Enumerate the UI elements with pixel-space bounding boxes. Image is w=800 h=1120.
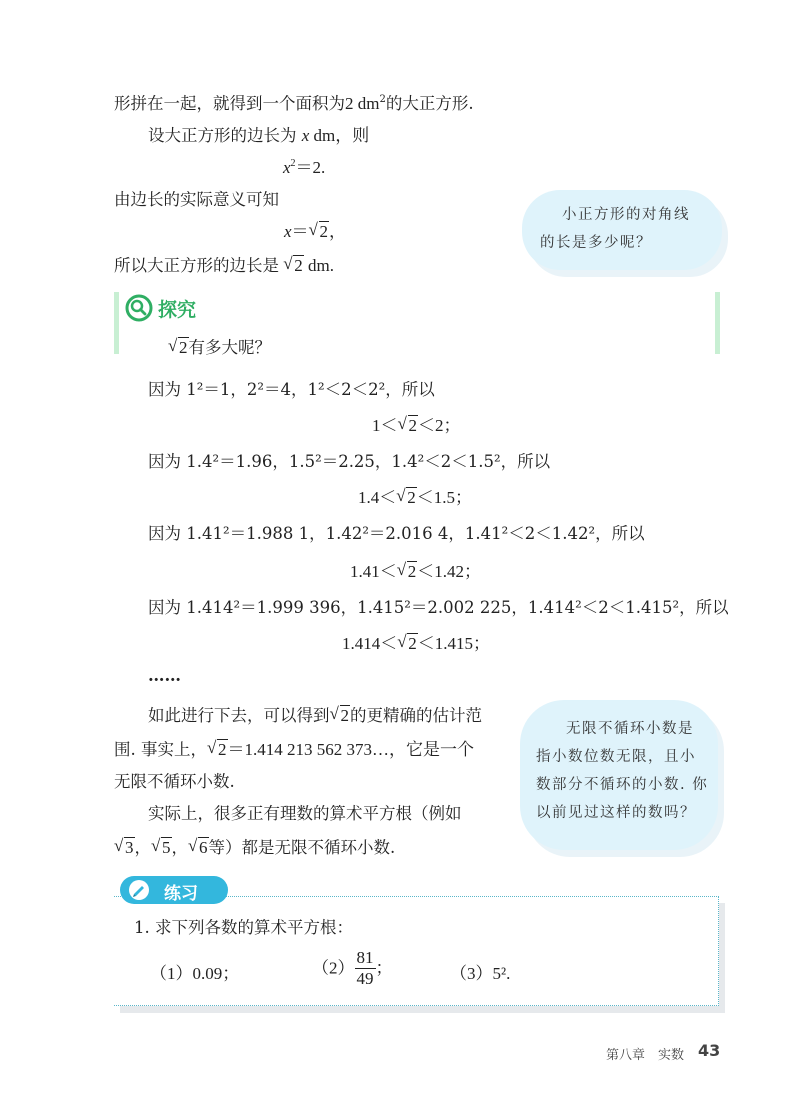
sqrt-symbol — [397, 486, 417, 510]
sqrt-symbol — [152, 836, 172, 860]
sqrt-symbol — [331, 704, 351, 728]
radicand: 3 — [125, 838, 134, 857]
text: 的更精确的估计范 — [350, 706, 482, 725]
text: ＜1.5； — [416, 488, 472, 507]
result-2 — [358, 486, 472, 510]
text: 1.4＜ — [358, 488, 397, 507]
thought-cloud-1 — [522, 190, 722, 270]
cloud-text: 指小数位数无限，且小 — [536, 749, 696, 765]
text: 形拼在一起，就得到一个面积为 — [114, 94, 345, 113]
variable: x — [283, 158, 291, 177]
explore-icon — [124, 293, 154, 327]
answer-2 — [312, 948, 393, 989]
equation-2 — [284, 220, 346, 244]
sqrt-symbol — [399, 414, 419, 438]
text-line-1 — [114, 92, 474, 116]
footer-chapter: 第八章 实数 — [606, 1048, 685, 1063]
thought-cloud-2 — [520, 700, 718, 850]
text: 1.41＜ — [350, 562, 397, 581]
text-line-3 — [114, 188, 279, 212]
radicand: 2 — [294, 256, 303, 275]
text: ； — [375, 958, 393, 978]
radicand: 6 — [199, 838, 208, 857]
text: 所以大正方形的边长是 — [114, 256, 279, 275]
page-number: 43 — [698, 1041, 721, 1060]
math: 2 dm — [345, 94, 380, 113]
result-1 — [372, 414, 461, 438]
step-3: 因为 1.41²＝1.988 1，1.42²＝2.016 4，1.41²＜2＜1.42²，所以 — [148, 524, 645, 543]
step-2: 因为 1.4²＝1.96，1.5²＝2.25，1.4²＜2＜1.5²，所以 — [148, 452, 551, 471]
text: 1.414＜ — [342, 634, 398, 653]
radicand: 2 — [218, 740, 227, 759]
para-line-2 — [114, 738, 474, 762]
explore-left-bar — [114, 292, 119, 354]
sqrt-symbol — [189, 836, 209, 860]
text: 设大正方形的边长为 — [148, 126, 297, 145]
variable: x — [301, 126, 310, 145]
sqrt-symbol — [398, 560, 418, 584]
radicand: 2 — [407, 562, 417, 581]
fraction — [355, 948, 376, 989]
practice-label: 练习 — [164, 884, 198, 904]
sqrt-symbol — [208, 738, 228, 762]
step-1: 因为 1²＝1，2²＝4，1²＜2＜2²，所以 — [148, 380, 435, 399]
ellipsis: …… — [148, 666, 181, 685]
text: ＜1.415； — [417, 634, 490, 653]
result-4 — [342, 632, 490, 656]
numerator: 81 — [356, 948, 374, 967]
text: ＜1.42； — [417, 562, 481, 581]
explore-right-bar — [715, 292, 720, 354]
text: dm. — [303, 256, 334, 275]
cloud-text: 无限不循环小数是 — [566, 721, 694, 737]
sqrt-symbol — [115, 836, 135, 860]
radicand: 2 — [179, 338, 188, 357]
radicand: 2 — [408, 634, 417, 653]
superscript: 2 — [379, 94, 386, 105]
result-3 — [350, 560, 481, 584]
text: 1＜ — [372, 416, 398, 435]
text: dm，则 — [309, 126, 370, 145]
sqrt-symbol — [398, 632, 418, 656]
practice-box — [114, 896, 719, 1006]
superscript: 2 — [290, 158, 296, 169]
para-line-4: 实际上，很多正有理数的算术平方根（例如 — [148, 804, 462, 823]
explore-title: 探究 — [158, 299, 197, 321]
text: 等）都是无限不循环小数. — [208, 838, 396, 857]
text-line-4 — [114, 254, 334, 278]
para-line-1 — [148, 704, 482, 728]
text: ＜2； — [418, 416, 461, 435]
text: （2） — [312, 958, 355, 978]
text: ＝1.414 213 562 373…，它是一个 — [227, 740, 474, 759]
denominator: 49 — [356, 969, 374, 988]
answer-3: （3）5². — [450, 964, 511, 983]
text: ＝ — [291, 222, 309, 241]
text-line-2 — [148, 124, 369, 148]
text: ， — [171, 838, 188, 857]
radicand: 2 — [407, 488, 416, 507]
step-4: 因为 1.414²＝1.999 396，1.415²＝2.002 225，1.414²＜2＜1.415²，所以 — [148, 598, 729, 617]
text: ＝2. — [295, 158, 326, 177]
radicand: 2 — [340, 706, 349, 725]
cloud-text: 小正方形的对角线 — [562, 207, 690, 223]
explore-question — [168, 336, 271, 360]
radicand: 2 — [408, 416, 417, 435]
answer-1: （1）0.09； — [150, 964, 240, 983]
para-line-5 — [114, 836, 395, 860]
cloud-text: 数部分不循环的小数. 你 — [536, 777, 709, 793]
equation-1 — [283, 156, 325, 180]
radicand: 5 — [162, 838, 171, 857]
para-line-3: 无限不循环小数. — [114, 772, 235, 791]
text: ， — [134, 838, 151, 857]
text: 由边长的实际意义可知 — [114, 190, 279, 209]
variable: x — [284, 222, 292, 241]
text: 的大正方形. — [385, 94, 474, 113]
text: 有多大呢？ — [188, 338, 271, 357]
sqrt-symbol — [284, 254, 304, 278]
text: 如此进行下去，可以得到 — [148, 706, 330, 725]
pencil-icon — [128, 879, 150, 905]
cloud-text: 的长是多少呢？ — [540, 235, 652, 251]
practice-tab — [120, 876, 228, 904]
radicand: 2 — [319, 222, 329, 241]
cloud-text: 以前见过这样的数吗？ — [536, 805, 696, 821]
text: ， — [329, 222, 347, 241]
sqrt-symbol — [169, 336, 189, 360]
exercise-1: 1. 求下列各数的算术平方根： — [134, 918, 353, 937]
text: 围. 事实上， — [114, 740, 207, 759]
sqrt-symbol — [310, 220, 330, 244]
